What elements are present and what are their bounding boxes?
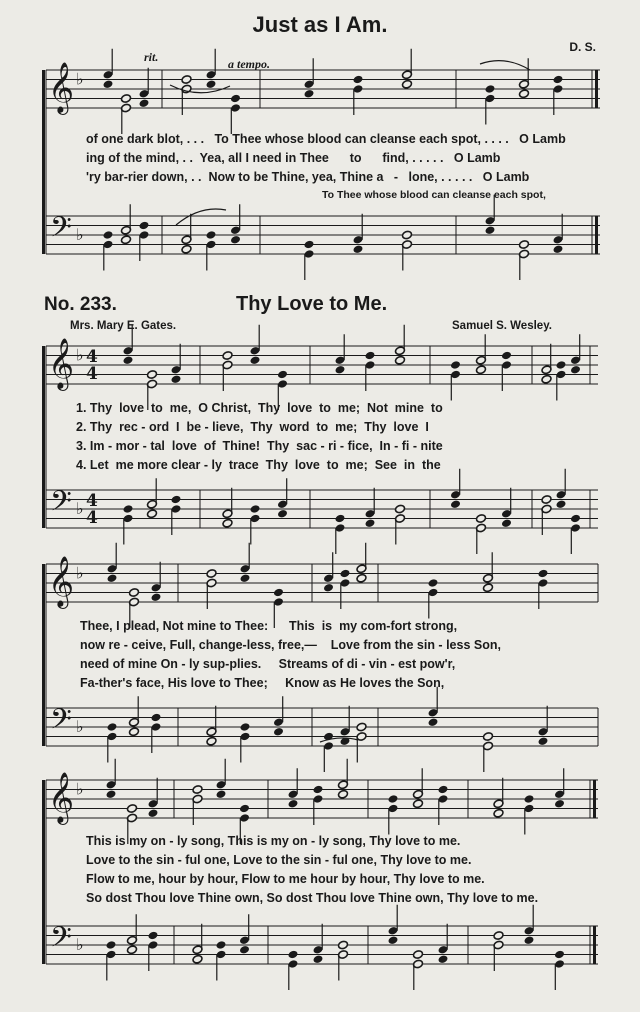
final-barline	[595, 216, 598, 254]
verse-2-line-2: now re - ceive, Full, change-less, free,— Love from the sin - less Son,	[80, 638, 501, 652]
hymn-title: Thy Love to Me.	[236, 293, 388, 315]
prev-bass-lyric: To Thee whose blood can cleanse each spot,	[322, 189, 546, 201]
final-barline	[595, 70, 598, 108]
key-flat: ♭	[76, 224, 84, 244]
key-flat: ♭	[76, 345, 84, 365]
note-head	[538, 569, 549, 579]
note-head	[356, 573, 367, 583]
note-head	[148, 931, 159, 941]
final-barline	[593, 926, 596, 964]
note-head	[338, 940, 349, 950]
prev-lyric-line-2: ing of the mind, . . Yea, all I need in Thee to find, . . . . . O Lamb	[86, 151, 501, 165]
bass-clef: 𝄢	[50, 485, 72, 525]
time-signature-top: 4	[86, 491, 98, 511]
note-head	[147, 370, 158, 380]
bass-clef: 𝄢	[50, 703, 72, 743]
note-head	[230, 94, 241, 104]
note-head	[519, 89, 530, 99]
note-head	[553, 244, 564, 254]
key-flat: ♭	[76, 563, 84, 583]
note-head	[206, 230, 217, 240]
note-head	[428, 578, 439, 588]
system-bracket	[42, 346, 45, 528]
note-head	[103, 230, 114, 240]
note-head	[139, 221, 150, 231]
key-flat: ♭	[76, 934, 84, 954]
a-tempo-marking: a tempo.	[228, 57, 270, 71]
note-head	[106, 789, 117, 799]
slur	[176, 209, 226, 225]
note-head	[127, 945, 138, 955]
note-head	[450, 499, 461, 509]
note-head	[148, 808, 159, 818]
note-head	[230, 235, 241, 245]
note-head	[216, 789, 227, 799]
note-head	[323, 583, 334, 593]
treble-clef: 𝄞	[48, 62, 75, 113]
note-head	[570, 365, 581, 375]
note-head	[106, 940, 117, 950]
verse-3-line-1: 3. Im - mor - tal love of Thine! Thy sac - ri - fice, In - fi - nite	[76, 439, 443, 453]
note-head	[273, 727, 284, 737]
note-head	[103, 79, 114, 89]
note-head	[570, 514, 581, 524]
note-head	[483, 732, 494, 742]
composer-credit: Samuel S. Wesley.	[452, 320, 552, 332]
verse-1-line-2: Thee, I plead, Not mine to Thee: This is my com-fort strong,	[80, 619, 458, 633]
note-head	[239, 945, 250, 955]
note-head	[222, 351, 233, 361]
note-head	[107, 573, 118, 583]
bass-clef: 𝄢	[50, 921, 72, 961]
verse-2-line-1: 2. Thy rec - ord I be - lieve, Thy word to me; Thy love I	[76, 420, 429, 434]
note-head	[147, 509, 158, 519]
note-head	[554, 950, 565, 960]
note-head	[107, 722, 118, 732]
hymn-number: No. 233.	[44, 294, 117, 315]
note-head	[171, 374, 182, 384]
prev-lyric-line-3: 'ry bar-rier down, . . Now to be Thine, yea, Thine a - lone, . . . . . O Lamb	[86, 170, 530, 184]
note-head	[388, 794, 399, 804]
note-head	[541, 374, 552, 384]
note-head	[123, 355, 134, 365]
note-head	[222, 518, 233, 528]
note-head	[450, 360, 461, 370]
note-head	[388, 935, 399, 945]
note-head	[206, 79, 217, 89]
key-flat: ♭	[76, 69, 84, 89]
note-head	[313, 785, 324, 795]
note-head	[250, 504, 261, 514]
note-head	[438, 954, 449, 964]
note-head	[476, 365, 487, 375]
note-head	[365, 518, 376, 528]
note-head	[524, 935, 535, 945]
note-head	[121, 235, 132, 245]
note-head	[127, 804, 138, 814]
note-head	[402, 230, 413, 240]
note-head	[273, 588, 284, 598]
bass-clef: 𝄢	[50, 211, 72, 251]
note-head	[338, 789, 349, 799]
note-head	[413, 950, 424, 960]
note-head	[413, 799, 424, 809]
note-head	[240, 722, 251, 732]
note-head	[129, 588, 140, 598]
rit-marking: rit.	[144, 50, 159, 64]
note-head	[493, 808, 504, 818]
note-head	[206, 736, 217, 746]
verse-1-line-1: 1. Thy love to me, O Christ, Thy love to me; Not mine to	[76, 401, 443, 415]
verse-3-line-3: Flow to me, hour by hour, Flow to me hour by hour, Thy love to me.	[86, 872, 485, 886]
verse-4-line-3: So dost Thou love Thine own, So dost Thou love Thine own, Thy love to me.	[86, 891, 539, 905]
final-barline	[593, 780, 596, 818]
note-head	[288, 950, 299, 960]
lyricist-credit: Mrs. Mary E. Gates.	[70, 320, 177, 332]
note-head	[277, 370, 288, 380]
note-head	[438, 785, 449, 795]
note-head	[129, 727, 140, 737]
note-head	[151, 713, 162, 723]
note-head	[365, 351, 376, 361]
verse-4-line-1: 4. Let me more clear - ly trace Thy love to me; See in the	[76, 458, 441, 472]
note-head	[340, 569, 351, 579]
treble-clef: 𝄞	[48, 338, 75, 389]
verse-3-line-2: need of mine On - ly sup-plies. Streams of di - vin - est pow'r,	[80, 657, 456, 671]
note-head	[192, 954, 203, 964]
verse-4-line-2: Fa-ther's face, His love to Thee; Know as He loves the Son,	[80, 676, 445, 690]
note-head	[206, 569, 217, 579]
note-head	[313, 954, 324, 964]
note-head	[123, 504, 134, 514]
slur	[480, 61, 530, 70]
note-head	[524, 794, 535, 804]
key-flat: ♭	[76, 716, 84, 736]
treble-clef: 𝄞	[48, 556, 75, 607]
ds-marking: D. S.	[569, 40, 596, 54]
note-head	[395, 355, 406, 365]
note-head	[353, 244, 364, 254]
note-head	[288, 799, 299, 809]
note-head	[356, 722, 367, 732]
note-head	[139, 98, 150, 108]
note-head	[181, 75, 192, 85]
note-head	[428, 717, 439, 727]
previous-hymn-title: Just as I Am.	[252, 12, 388, 37]
note-head	[240, 573, 251, 583]
note-head	[553, 75, 564, 85]
system-bracket	[42, 780, 45, 964]
note-head	[485, 225, 496, 235]
note-head	[304, 89, 315, 99]
note-head	[304, 240, 315, 250]
key-flat: ♭	[76, 498, 84, 518]
verse-2-line-3: Love to the sin - ful one, Love to the sin - ful one, Thy love to me.	[86, 853, 472, 867]
note-head	[402, 79, 413, 89]
note-head	[493, 931, 504, 941]
note-head	[538, 736, 549, 746]
note-head	[556, 499, 567, 509]
time-signature-bottom: 4	[86, 364, 98, 384]
note-head	[277, 509, 288, 519]
note-head	[250, 355, 261, 365]
note-head	[151, 592, 162, 602]
note-head	[541, 495, 552, 505]
note-head	[239, 804, 250, 814]
note-head	[483, 583, 494, 593]
note-head	[353, 75, 364, 85]
note-head	[216, 940, 227, 950]
note-head	[335, 514, 346, 524]
note-head	[501, 518, 512, 528]
note-head	[485, 84, 496, 94]
note-head	[121, 94, 132, 104]
note-head	[192, 785, 203, 795]
note-head	[171, 495, 182, 505]
note-head	[335, 365, 346, 375]
key-flat: ♭	[76, 779, 84, 799]
system-bracket	[42, 564, 45, 746]
note-head	[554, 799, 565, 809]
time-signature-top: 4	[86, 347, 98, 367]
note-head	[519, 240, 530, 250]
note-head	[395, 504, 406, 514]
note-head	[181, 244, 192, 254]
note-head	[501, 351, 512, 361]
time-signature-bottom: 4	[86, 508, 98, 528]
system-bracket	[42, 70, 45, 254]
treble-clef: 𝄞	[48, 772, 75, 823]
prev-lyric-line-1: of one dark blot, . . . To Thee whose blood can cleanse each spot, . . . . O Lamb	[86, 132, 566, 146]
note-head	[476, 514, 487, 524]
verse-1-line-3: This is my on - ly song, This is my on - ly song, Thy love to me.	[86, 834, 461, 848]
note-head	[556, 360, 567, 370]
